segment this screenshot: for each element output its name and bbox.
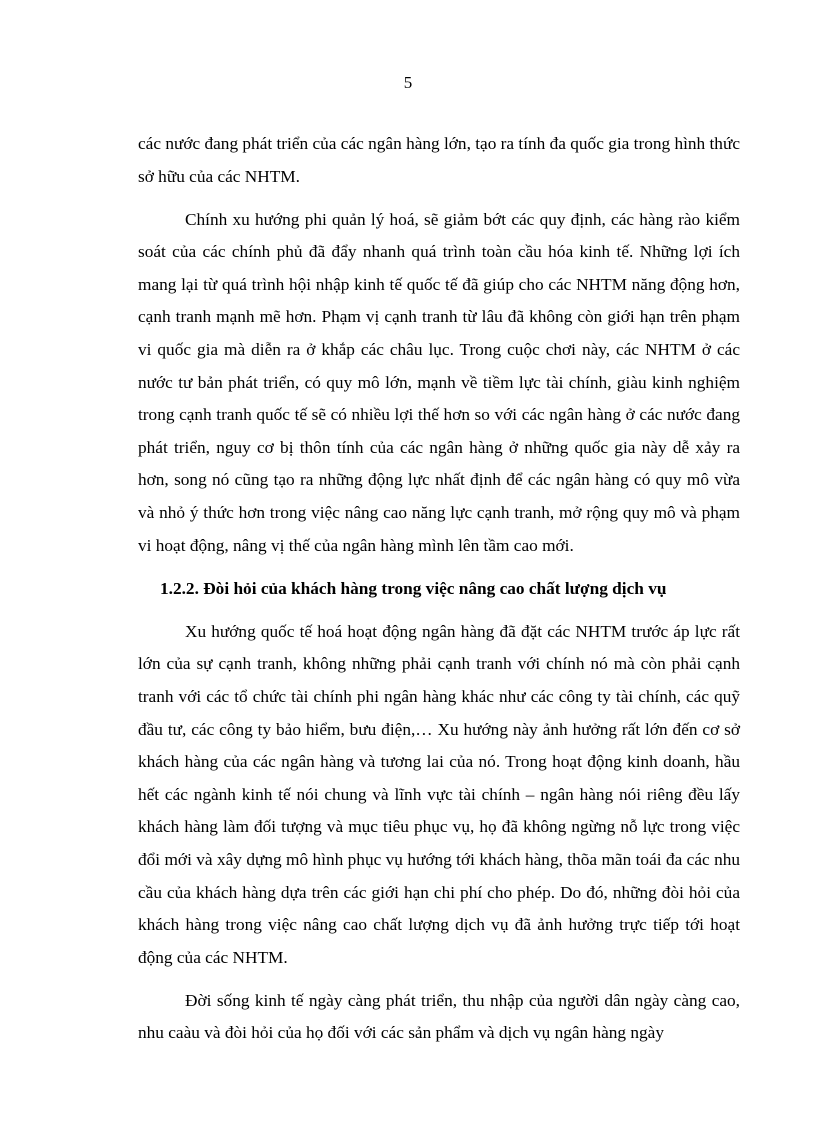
document-body: [138, 128, 740, 1061]
paragraph-internationalization: Xu hướng quốc tế hoá hoạt động ngân hàng đã đặt các NHTM trước áp lực rất lớn của sự cạnh tranh, không những phải cạnh tranh với chính nó mà còn phải cạnh tranh với các tổ chức tài chính phi ngân hàng khác như các công ty tài chính, các quỹ đầu tư, các công ty bảo hiểm, bưu điện,… Xu hướng này ảnh hưởng rất lớn đến cơ sở khách hàng của các ngân hàng và tương lai của nó. Trong hoạt động kinh doanh, hầu hết các ngành kinh tế nói chung và lĩnh vực tài chính – ngân hàng nói riêng đều lấy khách hàng làm đối tượng và mục tiêu phục vụ, họ đã không ngừng nỗ lực trong việc đổi mới và xây dựng mô hình phục vụ hướng tới khách hàng, thõa mãn toái đa các nhu cầu của khách hàng dựa trên các giới hạn chi phí cho phép. Do đó, những đòi hỏi của khách hàng trong việc nâng cao chất lượng dịch vụ đã ảnh hưởng trực tiếp tới hoạt động của các NHTM.: [138, 621, 740, 967]
paragraph-economic-life: Đời sống kinh tế ngày càng phát triển, thu nhập của người dân ngày càng cao, nhu caàu và đòi hỏi của họ đối với các sản phẩm và dịch vụ ngân hàng ngày: [138, 990, 740, 1043]
section-heading: 1.2.2. Đòi hỏi của khách hàng trong việc nâng cao chất lượng dịch vụ: [160, 578, 667, 598]
paragraph-deregulation: Chính xu hướng phi quản lý hoá, sẽ giảm bớt các quy định, các hàng rào kiểm soát của các chính phủ đã đẩy nhanh quá trình toàn cầu hóa kinh tế. Những lợi ích mang lại từ quá trình hội nhập kinh tế quốc tế đã giúp cho các NHTM năng động hơn, cạnh tranh mạnh mẽ hơn. Phạm vị cạnh tranh từ lâu đã không còn giới hạn trên phạm vi quốc gia mà diễn ra ở khắp các châu lục. Trong cuộc chơi này, các NHTM ở các nước tư bản phát triển, có quy mô lớn, mạnh về tiềm lực tài chính, giàu kinh nghiệm trong cạnh tranh quốc tế sẽ có nhiều lợi thế hơn so với các ngân hàng ở các nước đang phát triển, nguy cơ bị thôn tính của các ngân hàng ở những quốc gia này dễ xảy ra hơn, song nó cũng tạo ra những động lực nhất định để các ngân hàng có quy mô vừa và nhỏ ý thức hơn trong việc nâng cao năng lực cạnh tranh, mở rộng quy mô và phạm vi hoạt động, nâng vị thế của ngân hàng mình lên tầm cao mới.: [138, 209, 740, 555]
page-number: 5: [403, 73, 413, 92]
paragraph-continuation: các nước đang phát triển của các ngân hàng lớn, tạo ra tính đa quốc gia trong hình thức sở hữu của các NHTM.: [138, 134, 740, 186]
